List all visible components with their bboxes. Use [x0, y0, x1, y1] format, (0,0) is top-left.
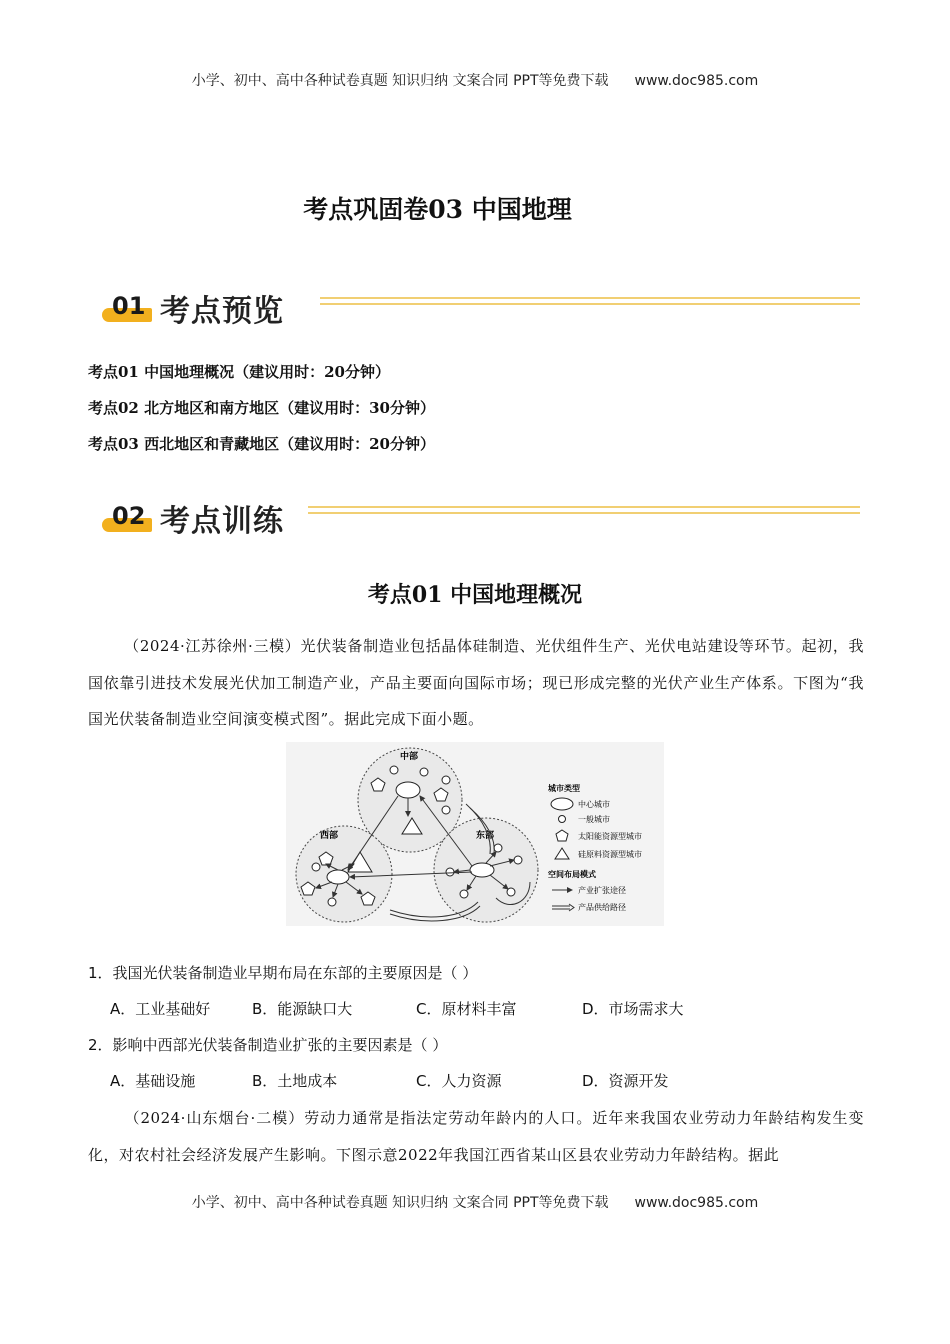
- legend-center-city-icon: [551, 798, 573, 810]
- key-point-item: 考点03 西北地区和青藏地区（建议用时：20分钟）: [88, 435, 435, 453]
- option-b[interactable]: B．土地成本: [252, 1072, 338, 1090]
- section-label: 考点训练: [160, 504, 284, 539]
- passage-1-text: （2024·江苏徐州·三模）光伏装备制造业包括晶体硅制造、光伏组件生产、光伏电站建设等环节。起初，我国依靠引进技术发展光伏加工制造产业，产品主要面向国际市场；现已形成完整的光伏产业生产体系。下图为“我国光伏装备制造业空间演变模式图”。据此完成下面小题。: [88, 637, 864, 728]
- footer-site[interactable]: www.doc985.com: [634, 1195, 759, 1211]
- section-number: 02: [112, 502, 146, 530]
- legend-general-city-icon: [559, 816, 566, 823]
- option-d[interactable]: D．市场需求大: [582, 1000, 684, 1018]
- passage-1: [88, 628, 864, 738]
- center-city: [327, 870, 349, 884]
- pv-spatial-evolution-figure: [286, 742, 664, 926]
- section-number: 01: [112, 292, 146, 320]
- question-2-stem: 2．影响中西部光伏装备制造业扩张的主要因素是（ ）: [88, 1036, 448, 1054]
- option-b[interactable]: B．能源缺口大: [252, 1000, 353, 1018]
- legend-solar-city: 太阳能资源型城市: [578, 832, 642, 841]
- passage-2-text: （2024·山东烟台·二模）劳动力通常是指法定劳动年龄内的人口。近年来我国农业劳动力年龄结构发生变化，对农村社会经济发展产生影响。下图示意2022年我国江西省某山区县农业劳动力年龄结构。据此: [88, 1109, 864, 1164]
- page-header: [0, 70, 950, 90]
- decorative-rule: [308, 506, 860, 508]
- section-label: 考点预览: [160, 294, 284, 329]
- section-heading-training: [96, 496, 860, 546]
- decorative-rule: [320, 303, 860, 305]
- passage-2: [88, 1100, 864, 1173]
- footer-text: 小学、初中、高中各种试卷真题 知识归纳 文案合同 PPT等免费下载: [191, 1195, 609, 1211]
- header-site[interactable]: www.doc985.com: [634, 73, 759, 89]
- header-text: 小学、初中、高中各种试卷真题 知识归纳 文案合同 PPT等免费下载: [191, 73, 609, 89]
- region-label-east: 东部: [476, 831, 495, 841]
- region-label-west: 西部: [320, 831, 339, 841]
- legend-supply: 产品供给路径: [578, 903, 626, 912]
- legend-general-city: 一般城市: [578, 815, 610, 824]
- option-c[interactable]: C．人力资源: [416, 1072, 502, 1090]
- region-label-central: 中部: [400, 752, 419, 762]
- option-a[interactable]: A．工业基础好: [110, 1000, 211, 1018]
- key-point-item: 考点02 北方地区和南方地区（建议用时：30分钟）: [88, 399, 435, 417]
- legend-layout-title: 空间布局模式: [548, 870, 596, 879]
- center-city: [396, 782, 420, 798]
- key-point-item: 考点01 中国地理概况（建议用时：20分钟）: [88, 363, 390, 381]
- legend-silicon-city: 硅原料资源型城市: [578, 850, 642, 859]
- option-c[interactable]: C．原材料丰富: [416, 1000, 517, 1018]
- legend-center-city: 中心城市: [578, 800, 610, 809]
- question-1-stem: 1．我国光伏装备制造业早期布局在东部的主要原因是（ ）: [88, 964, 478, 982]
- page-footer: [0, 1192, 950, 1212]
- decorative-rule: [308, 512, 860, 514]
- section-heading-preview: [96, 286, 860, 336]
- option-a[interactable]: A．基础设施: [110, 1072, 196, 1090]
- legend-expansion: 产业扩张途径: [578, 886, 626, 895]
- document-title: 考点巩固卷03 中国地理: [303, 195, 572, 224]
- section-subtitle: 考点01 中国地理概况: [367, 582, 583, 608]
- option-d[interactable]: D．资源开发: [582, 1072, 669, 1090]
- key-point-list: [88, 362, 435, 470]
- legend-city-title: 城市类型: [548, 784, 580, 793]
- decorative-rule: [320, 297, 860, 299]
